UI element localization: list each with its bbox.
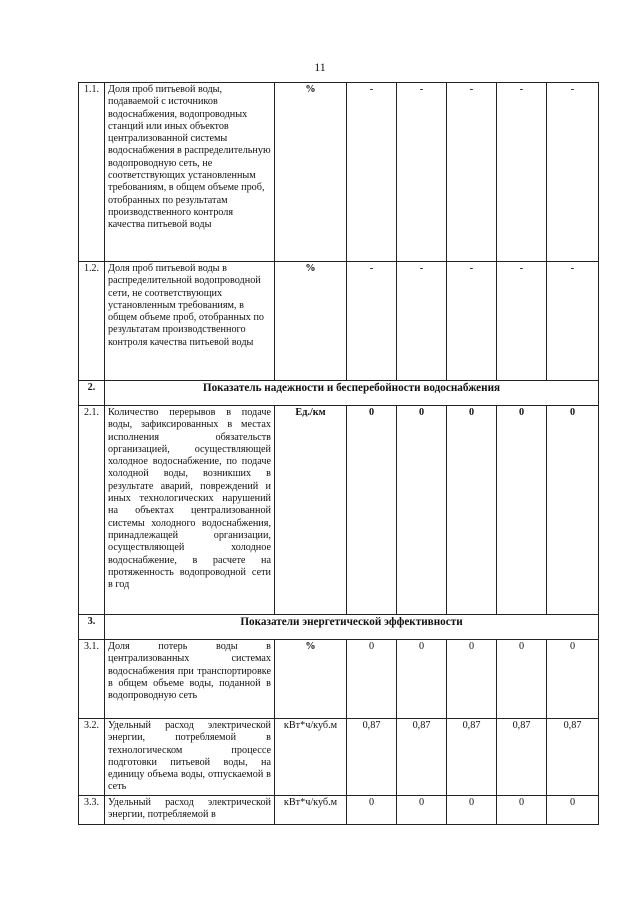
row-value: 0,87: [397, 719, 447, 796]
row-value: 0: [497, 795, 547, 824]
row-value: -: [547, 262, 599, 381]
row-value: -: [347, 262, 397, 381]
table-row: [79, 406, 599, 615]
section-title: Показатель надежности и бесперебойности водоснабжения: [105, 381, 599, 406]
row-number: 3.1.: [79, 640, 105, 719]
section-title: Показатели энергетической эффективности: [105, 615, 599, 640]
page-number: 11: [314, 60, 326, 74]
row-description: Количество перерывов в подаче воды, зафиксированных в местах исполнения обязательств организацией, осуществляющей холодное водоснабжение, по подаче холодной воды, возникших в результате аварий, повреждений и иных технологических нарушений на объектах централизованной системы холодного водоснабжения, принадлежащей организации, осуществляющей холодное водоснабжение, в расчете на протяженность водопроводной сети в год: [105, 406, 275, 615]
row-value: -: [497, 262, 547, 381]
row-number: 3.3.: [79, 795, 105, 824]
row-unit: %: [275, 640, 347, 719]
row-value: -: [347, 83, 397, 262]
row-value: 0: [497, 406, 547, 615]
section-row: [79, 615, 599, 640]
row-value: -: [447, 262, 497, 381]
row-value: 0: [397, 406, 447, 615]
row-description: Доля проб питьевой воды, подаваемой с источников водоснабжения, водопроводных станций или иных объектов централизованной системы водоснабжения в распределительную водопроводную сеть, не соответствующих установленным требованиям, в общем объеме проб, отобранных по результатам производственного контроля качества питьевой воды: [105, 83, 275, 262]
section-number: 2.: [79, 381, 105, 406]
row-description: Удельный расход электрической энергии, потребляемой в технологическом процессе подготовки питьевой воды, на единицу объема воды, отпускаемой в сеть: [105, 719, 275, 796]
row-unit: кВт*ч/куб.м: [275, 719, 347, 796]
row-description: Удельный расход электрической энергии, потребляемой в: [105, 795, 275, 824]
row-value: 0: [397, 640, 447, 719]
table-row: [79, 262, 599, 381]
section-number: 3.: [79, 615, 105, 640]
row-unit: %: [275, 262, 347, 381]
row-value: -: [547, 83, 599, 262]
table-row: [79, 83, 599, 262]
row-value: 0: [547, 795, 599, 824]
row-unit: Ед./км: [275, 406, 347, 615]
row-value: 0: [347, 406, 397, 615]
row-value: -: [397, 83, 447, 262]
row-value: 0: [447, 640, 497, 719]
row-unit: кВт*ч/куб.м: [275, 795, 347, 824]
row-value: 0: [547, 406, 599, 615]
indicators-table: [78, 82, 599, 825]
row-value: 0,87: [497, 719, 547, 796]
row-value: 0: [397, 795, 447, 824]
row-value: 0: [547, 640, 599, 719]
row-value: 0: [347, 640, 397, 719]
row-value: 0,87: [347, 719, 397, 796]
row-number: 1.1.: [79, 83, 105, 262]
row-value: 0: [447, 406, 497, 615]
row-unit: %: [275, 83, 347, 262]
row-number: 2.1.: [79, 406, 105, 615]
row-value: -: [447, 83, 497, 262]
row-number: 3.2.: [79, 719, 105, 796]
row-value: 0,87: [547, 719, 599, 796]
table-row: [79, 719, 599, 796]
row-value: -: [397, 262, 447, 381]
table-row: [79, 640, 599, 719]
row-value: 0: [347, 795, 397, 824]
row-value: 0,87: [447, 719, 497, 796]
row-description: Доля потерь воды в централизованных системах водоснабжения при транспортировке в общем объеме воды, поданной в водопроводную сеть: [105, 640, 275, 719]
row-value: 0: [497, 640, 547, 719]
row-description: Доля проб питьевой воды в распределительной водопроводной сети, не соответствующих установленным требованиям, в общем объеме проб, отобранных по результатам производственного контроля качества питьевой воды: [105, 262, 275, 381]
row-value: 0: [447, 795, 497, 824]
row-value: -: [497, 83, 547, 262]
section-row: [79, 381, 599, 406]
table-row: [79, 795, 599, 824]
row-number: 1.2.: [79, 262, 105, 381]
